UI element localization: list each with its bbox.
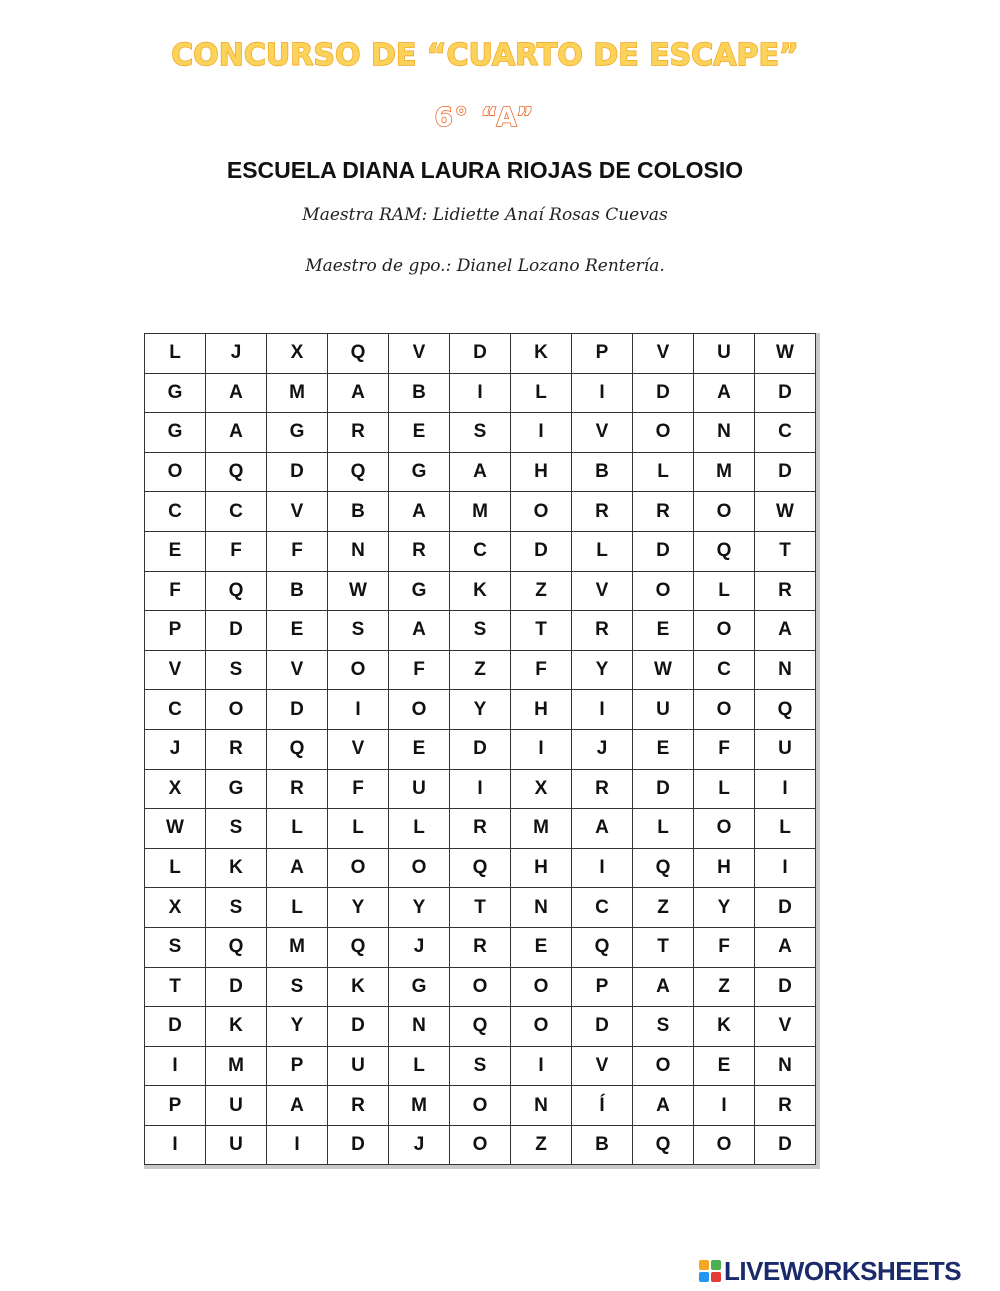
grid-cell[interactable]: L [145, 334, 206, 374]
grid-cell[interactable]: E [389, 413, 450, 453]
grid-cell[interactable]: A [328, 373, 389, 413]
grid-cell[interactable]: S [328, 611, 389, 651]
grid-cell[interactable]: H [511, 452, 572, 492]
grid-row [145, 769, 816, 809]
grid-cell[interactable]: V [389, 334, 450, 374]
page-title: CONCURSO DE “CUARTO DE ESCAPE” [171, 38, 799, 73]
grid-cell[interactable]: M [450, 492, 511, 532]
grid-cell[interactable]: K [694, 1007, 755, 1047]
grid-cell[interactable]: H [511, 848, 572, 888]
grid-cell[interactable]: K [206, 1007, 267, 1047]
grid-cell[interactable]: O [145, 452, 206, 492]
grid-cell[interactable]: W [755, 334, 816, 374]
grid-cell[interactable]: Q [633, 1125, 694, 1165]
grid-cell[interactable]: L [389, 809, 450, 849]
grid-cell[interactable]: Q [450, 1007, 511, 1047]
grid-cell[interactable]: Q [694, 531, 755, 571]
grid-cell[interactable]: I [694, 1086, 755, 1126]
grid-cell[interactable]: A [755, 611, 816, 651]
grid-cell[interactable]: O [511, 1007, 572, 1047]
grid-cell[interactable]: S [145, 927, 206, 967]
grid-cell[interactable]: C [572, 888, 633, 928]
grid-cell[interactable]: A [206, 373, 267, 413]
grid-row [145, 373, 816, 413]
grid-cell[interactable]: K [206, 848, 267, 888]
grid-cell[interactable]: S [633, 1007, 694, 1047]
school-name: ESCUELA DIANA LAURA RIOJAS DE COLOSIO [226, 157, 744, 183]
grid-cell[interactable]: Y [328, 888, 389, 928]
grid-cell[interactable]: D [206, 967, 267, 1007]
grid-cell[interactable]: Y [572, 650, 633, 690]
grid-cell[interactable]: O [694, 611, 755, 651]
grid-cell[interactable]: Q [206, 927, 267, 967]
grid-cell[interactable]: F [328, 769, 389, 809]
grid-cell[interactable]: P [145, 1086, 206, 1126]
grid-cell[interactable]: L [511, 373, 572, 413]
grid-cell[interactable]: Z [511, 1125, 572, 1165]
grid-cell[interactable]: B [267, 571, 328, 611]
grid-cell[interactable]: R [328, 413, 389, 453]
grid-cell[interactable]: R [572, 769, 633, 809]
grid-cell[interactable]: R [328, 1086, 389, 1126]
grid-cell[interactable]: B [389, 373, 450, 413]
grid-cell[interactable]: O [694, 492, 755, 532]
liveworksheets-brand[interactable] [698, 1256, 961, 1286]
grid-cell[interactable]: I [450, 373, 511, 413]
grid-cell[interactable]: U [328, 1046, 389, 1086]
grid-cell[interactable]: Q [328, 452, 389, 492]
word-search-table [144, 333, 816, 1165]
grid-cell[interactable]: M [206, 1046, 267, 1086]
grid-cell[interactable]: H [694, 848, 755, 888]
grid-cell[interactable]: V [267, 492, 328, 532]
grid-cell[interactable]: J [389, 927, 450, 967]
grid-cell[interactable]: I [450, 769, 511, 809]
grid-cell[interactable]: D [450, 729, 511, 769]
grid-cell[interactable]: L [145, 848, 206, 888]
grid-cell[interactable]: F [694, 729, 755, 769]
grid-cell[interactable]: X [145, 888, 206, 928]
grid-cell[interactable]: O [694, 1125, 755, 1165]
grid-cell[interactable]: R [450, 927, 511, 967]
grid-cell[interactable]: L [633, 809, 694, 849]
grid-cell[interactable]: W [145, 809, 206, 849]
grid-cell[interactable]: Z [694, 967, 755, 1007]
grid-cell[interactable]: A [267, 848, 328, 888]
grid-cell[interactable]: D [206, 611, 267, 651]
grid-cell[interactable]: Í [572, 1086, 633, 1126]
grid-cell[interactable]: E [694, 1046, 755, 1086]
grid-row [145, 334, 816, 374]
grid-row [145, 571, 816, 611]
grid-cell[interactable]: J [206, 334, 267, 374]
grade-label: 6° “A” [434, 103, 536, 133]
grid-cell[interactable]: B [572, 1125, 633, 1165]
grid-cell[interactable]: W [633, 650, 694, 690]
grid-cell[interactable]: L [389, 1046, 450, 1086]
grid-cell[interactable]: A [450, 452, 511, 492]
brand-text: LIVEWORKSHEETS [724, 1255, 962, 1286]
grid-cell[interactable]: D [755, 452, 816, 492]
grid-cell[interactable]: N [755, 650, 816, 690]
grid-cell[interactable]: D [267, 690, 328, 730]
grid-cell[interactable]: R [755, 1086, 816, 1126]
grid-cell[interactable]: A [572, 809, 633, 849]
grid-cell[interactable]: N [328, 531, 389, 571]
grid-cell[interactable]: K [328, 967, 389, 1007]
grid-row [145, 848, 816, 888]
grid-cell[interactable]: V [633, 334, 694, 374]
grid-cell[interactable]: F [145, 571, 206, 611]
grid-cell[interactable]: G [389, 967, 450, 1007]
grid-cell[interactable]: O [450, 1086, 511, 1126]
grid-cell[interactable]: S [206, 650, 267, 690]
grid-cell[interactable]: W [755, 492, 816, 532]
grid-cell[interactable]: D [633, 769, 694, 809]
grid-cell[interactable]: P [145, 611, 206, 651]
grid-cell[interactable]: L [328, 809, 389, 849]
grid-cell[interactable]: O [511, 492, 572, 532]
grid-cell[interactable]: Q [206, 571, 267, 611]
grid-cell[interactable]: Y [389, 888, 450, 928]
grid-cell[interactable]: O [389, 848, 450, 888]
grid-cell[interactable]: V [572, 571, 633, 611]
grid-row [145, 927, 816, 967]
grid-cell[interactable]: O [389, 690, 450, 730]
grid-cell[interactable]: E [511, 927, 572, 967]
grid-cell[interactable]: G [389, 452, 450, 492]
grid-cell[interactable]: I [328, 690, 389, 730]
grid-cell[interactable]: L [755, 809, 816, 849]
grid-cell[interactable]: D [755, 967, 816, 1007]
grid-cell[interactable]: O [633, 1046, 694, 1086]
grid-cell[interactable]: Q [267, 729, 328, 769]
grid-cell[interactable]: Y [694, 888, 755, 928]
grid-cell[interactable]: R [206, 729, 267, 769]
grid-cell[interactable]: S [450, 1046, 511, 1086]
grid-cell[interactable]: G [267, 413, 328, 453]
grid-cell[interactable]: P [572, 334, 633, 374]
grid-cell[interactable]: L [694, 571, 755, 611]
grid-cell[interactable]: Y [267, 1007, 328, 1047]
grid-cell[interactable]: M [267, 373, 328, 413]
grid-cell[interactable]: V [572, 1046, 633, 1086]
grid-row [145, 650, 816, 690]
grid-cell[interactable]: A [633, 967, 694, 1007]
grid-cell[interactable]: N [694, 413, 755, 453]
grid-cell[interactable]: P [572, 967, 633, 1007]
grid-cell[interactable]: E [633, 611, 694, 651]
grid-cell[interactable]: A [267, 1086, 328, 1126]
grid-cell[interactable]: U [755, 729, 816, 769]
grid-cell[interactable]: O [450, 1125, 511, 1165]
grid-cell[interactable]: L [572, 531, 633, 571]
grid-cell[interactable]: S [206, 809, 267, 849]
grid-cell[interactable]: M [267, 927, 328, 967]
grid-cell[interactable]: V [328, 729, 389, 769]
grid-cell[interactable]: X [511, 769, 572, 809]
grid-cell[interactable]: F [389, 650, 450, 690]
grid-cell[interactable]: U [206, 1125, 267, 1165]
grid-cell[interactable]: T [755, 531, 816, 571]
grid-cell[interactable]: F [206, 531, 267, 571]
grid-cell[interactable]: Q [328, 927, 389, 967]
grid-cell[interactable]: Z [633, 888, 694, 928]
grid-cell[interactable]: I [755, 769, 816, 809]
grid-cell[interactable]: L [267, 809, 328, 849]
grid-cell[interactable]: Z [511, 571, 572, 611]
grid-cell[interactable]: D [633, 373, 694, 413]
grid-cell[interactable]: N [511, 1086, 572, 1126]
grid-cell[interactable]: A [755, 927, 816, 967]
liveworksheets-logo-icon [698, 1259, 722, 1283]
grid-cell[interactable]: U [389, 769, 450, 809]
grid-cell[interactable]: O [511, 967, 572, 1007]
grid-cell[interactable]: I [755, 848, 816, 888]
grid-cell[interactable]: I [511, 1046, 572, 1086]
grid-cell[interactable]: A [633, 1086, 694, 1126]
grid-cell[interactable]: O [328, 650, 389, 690]
grid-cell[interactable]: I [511, 413, 572, 453]
grid-cell[interactable]: I [267, 1125, 328, 1165]
grid-cell[interactable]: A [206, 413, 267, 453]
grid-cell[interactable]: C [206, 492, 267, 532]
grid-cell[interactable]: E [389, 729, 450, 769]
grid-cell[interactable]: R [267, 769, 328, 809]
grid-cell[interactable]: V [267, 650, 328, 690]
grid-cell[interactable]: D [755, 373, 816, 413]
grid-cell[interactable]: D [633, 531, 694, 571]
grid-cell[interactable]: M [389, 1086, 450, 1126]
grid-cell[interactable]: I [145, 1125, 206, 1165]
grid-row [145, 888, 816, 928]
grid-cell[interactable]: B [572, 452, 633, 492]
grid-cell[interactable]: O [633, 571, 694, 611]
grid-cell[interactable]: F [511, 650, 572, 690]
grid-row [145, 729, 816, 769]
grid-cell[interactable]: X [267, 334, 328, 374]
grid-cell[interactable]: T [145, 967, 206, 1007]
grid-cell[interactable]: S [267, 967, 328, 1007]
grid-cell[interactable]: V [755, 1007, 816, 1047]
grid-cell[interactable]: O [633, 413, 694, 453]
grid-cell[interactable]: D [755, 888, 816, 928]
grid-row [145, 492, 816, 532]
grid-cell[interactable]: I [572, 848, 633, 888]
grid-cell[interactable]: N [511, 888, 572, 928]
grid-cell[interactable]: M [511, 809, 572, 849]
grid-cell[interactable]: C [450, 531, 511, 571]
grid-cell[interactable]: I [511, 729, 572, 769]
grid-cell[interactable]: C [145, 492, 206, 532]
teacher-group: Maestro de gpo.: Dianel Lozano Rentería. [305, 256, 665, 276]
grid-cell[interactable]: A [694, 373, 755, 413]
grid-cell[interactable]: B [328, 492, 389, 532]
grid-cell[interactable]: O [694, 809, 755, 849]
grid-row [145, 452, 816, 492]
grid-cell[interactable]: D [511, 531, 572, 571]
grid-cell[interactable]: U [694, 334, 755, 374]
grid-cell[interactable]: L [694, 769, 755, 809]
grid-row [145, 1125, 816, 1165]
grid-cell[interactable]: V [145, 650, 206, 690]
grid-cell[interactable]: E [145, 531, 206, 571]
grid-cell[interactable]: N [755, 1046, 816, 1086]
grid-cell[interactable]: G [145, 413, 206, 453]
grid-cell[interactable]: C [694, 650, 755, 690]
grid-cell[interactable]: F [694, 927, 755, 967]
grid-cell[interactable]: R [572, 611, 633, 651]
grid-cell[interactable]: I [572, 373, 633, 413]
grid-cell[interactable]: T [633, 927, 694, 967]
grid-row [145, 531, 816, 571]
grid-cell[interactable]: R [572, 492, 633, 532]
grid-cell[interactable]: S [206, 888, 267, 928]
grid-cell[interactable]: N [389, 1007, 450, 1047]
grid-cell[interactable]: L [633, 452, 694, 492]
grid-cell[interactable]: O [328, 848, 389, 888]
grid-cell[interactable]: Q [450, 848, 511, 888]
grid-row [145, 1007, 816, 1047]
grid-cell[interactable]: H [511, 690, 572, 730]
grid-cell[interactable]: D [328, 1125, 389, 1165]
grid-cell[interactable]: K [511, 334, 572, 374]
grid-cell[interactable]: I [572, 690, 633, 730]
grid-cell[interactable]: E [633, 729, 694, 769]
grid-cell[interactable]: A [389, 611, 450, 651]
grid-row [145, 1046, 816, 1086]
grid-cell[interactable]: Q [206, 452, 267, 492]
grid-cell[interactable]: G [145, 373, 206, 413]
grid-cell[interactable]: U [633, 690, 694, 730]
grid-cell[interactable]: U [206, 1086, 267, 1126]
grid-cell[interactable]: O [206, 690, 267, 730]
grid-cell[interactable]: X [145, 769, 206, 809]
grid-cell[interactable]: K [450, 571, 511, 611]
grid-cell[interactable]: Q [572, 927, 633, 967]
grid-row [145, 967, 816, 1007]
grid-cell[interactable]: J [145, 729, 206, 769]
grid-cell[interactable]: G [389, 571, 450, 611]
grid-row [145, 809, 816, 849]
grid-cell[interactable]: F [267, 531, 328, 571]
grid-row [145, 611, 816, 651]
grid-cell[interactable]: O [694, 690, 755, 730]
grid-cell[interactable]: T [450, 888, 511, 928]
grid-cell[interactable]: A [389, 492, 450, 532]
grid-cell[interactable]: S [450, 413, 511, 453]
grid-cell[interactable]: L [267, 888, 328, 928]
grid-cell[interactable]: R [755, 571, 816, 611]
grid-cell[interactable]: P [267, 1046, 328, 1086]
grid-cell[interactable]: M [694, 452, 755, 492]
teacher-ram: Maestra RAM: Lidiette Anaí Rosas Cuevas [302, 205, 668, 225]
grid-cell[interactable]: E [267, 611, 328, 651]
grid-cell[interactable]: I [145, 1046, 206, 1086]
grid-cell[interactable]: C [145, 690, 206, 730]
grid-cell[interactable]: D [450, 334, 511, 374]
grid-cell[interactable]: V [572, 413, 633, 453]
grid-cell[interactable]: Q [633, 848, 694, 888]
grid-cell[interactable]: T [511, 611, 572, 651]
grid-cell[interactable]: R [389, 531, 450, 571]
grid-row [145, 413, 816, 453]
grid-cell[interactable]: J [389, 1125, 450, 1165]
grid-cell[interactable]: O [450, 967, 511, 1007]
grid-cell[interactable]: R [633, 492, 694, 532]
grid-cell[interactable]: S [450, 611, 511, 651]
grid-row [145, 1086, 816, 1126]
grid-cell[interactable]: Q [328, 334, 389, 374]
grid-cell[interactable]: D [328, 1007, 389, 1047]
grid-cell[interactable]: Z [450, 650, 511, 690]
grid-cell[interactable]: Y [450, 690, 511, 730]
grid-cell[interactable]: D [145, 1007, 206, 1047]
grid-cell[interactable]: D [755, 1125, 816, 1165]
grid-cell[interactable]: R [450, 809, 511, 849]
word-search-grid [144, 333, 820, 1169]
grid-cell[interactable]: Q [755, 690, 816, 730]
grid-cell[interactable]: J [572, 729, 633, 769]
grid-cell[interactable]: D [572, 1007, 633, 1047]
grid-cell[interactable]: G [206, 769, 267, 809]
grid-row [145, 690, 816, 730]
grid-cell[interactable]: D [267, 452, 328, 492]
grid-cell[interactable]: C [755, 413, 816, 453]
grid-cell[interactable]: W [328, 571, 389, 611]
